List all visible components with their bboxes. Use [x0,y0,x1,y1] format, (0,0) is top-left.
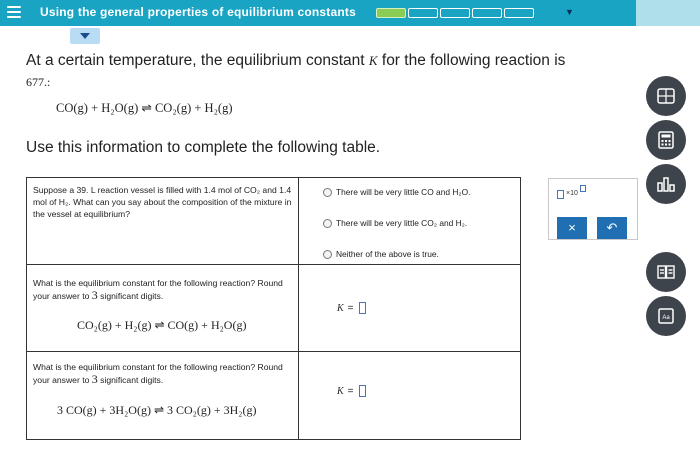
option-neither[interactable]: Neither of the above is true. [323,249,439,259]
k-answer-input[interactable] [359,385,366,397]
table-divider [298,178,299,439]
question-table [26,177,521,440]
calculator-icon[interactable] [646,120,686,160]
k-symbol: K [368,53,378,68]
row2-reaction: CO₂(g) + H₂(g) ⇌ CO(g) + H₂O(g) [77,318,247,332]
progress-segment [408,8,438,18]
k-answer-input[interactable] [359,302,366,314]
progress-segment [472,8,502,18]
chart-icon[interactable] [646,164,686,204]
progress-segment [440,8,470,18]
table-divider [27,264,520,265]
row2-answer-group: K = [337,302,366,314]
option-very-little-co[interactable]: There will be very little CO and H₂O. [323,187,471,197]
radio-button[interactable] [323,188,332,197]
top-bar [0,0,636,26]
instruction-text: Use this information to complete the following table. [26,139,381,156]
question-prompt: At a certain temperature, the equilibrium constant K for the following reaction is [26,52,566,69]
k-value: 677.: [26,75,51,89]
radio-button[interactable] [323,219,332,228]
row3-prompt: What is the equilibrium constant for the following reaction? Round your answer to 3 significant digits. [33,362,283,386]
notes-icon[interactable] [646,296,686,336]
k-label: K [337,302,344,314]
k-label: K [337,385,344,397]
option-very-little-co2[interactable]: There will be very little CO₂ and H₂. [323,218,467,228]
progress-dropdown-icon[interactable]: ▼ [565,7,574,17]
row3-answer-group: K = [337,385,366,397]
radio-button[interactable] [323,250,332,259]
exponent-box-icon [580,185,586,192]
textbook-icon[interactable] [646,252,686,292]
progress-segment [504,8,534,18]
topic-title: Using the general properties of equilibrium constants [40,5,356,19]
mantissa-box-icon [557,190,564,199]
collapse-question-button[interactable] [70,28,100,44]
svg-text:Aa: Aa [662,315,670,321]
progress-bar [376,8,536,18]
main-reaction: CO(g) + H₂O(g) ⇌ CO₂(g) + H₂(g) [56,101,233,115]
chevron-down-icon [80,33,90,39]
clear-button[interactable]: × [557,217,587,239]
table-divider [27,351,520,352]
row3-reaction: 3 CO(g) + 3H₂O(g) ⇌ 3 CO₂(g) + 3H₂(g) [57,403,257,417]
answer-tools-panel [548,178,638,240]
scientific-notation-button[interactable]: ×10 [557,185,591,203]
top-bar-extension [636,0,700,26]
row2-prompt: What is the equilibrium constant for the following reaction? Round your answer to 3 significant digits. [33,278,283,302]
progress-segment [376,8,406,18]
periodic-table-icon[interactable] [646,76,686,116]
menu-icon[interactable] [7,6,21,18]
undo-button[interactable]: ↶ [597,217,627,239]
row1-prompt: Suppose a 39. L reaction vessel is filled with 1.4 mol of CO₂ and 1.4 mol of H₂. What can you say about the composition of the mixture in the vessel at equilibrium? [33,185,292,219]
